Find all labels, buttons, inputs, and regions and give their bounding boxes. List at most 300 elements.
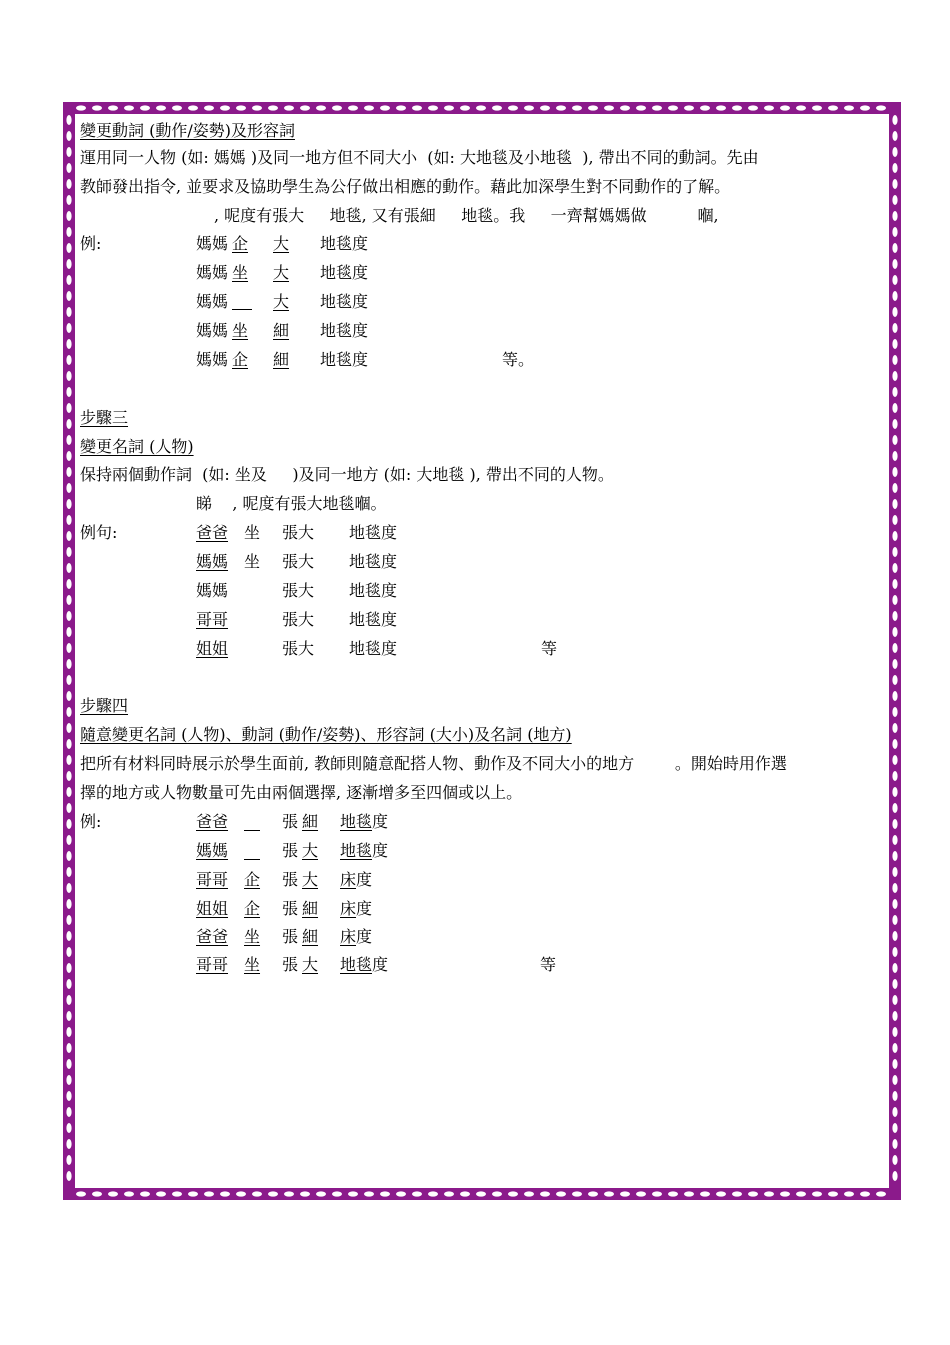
- border-dot: [444, 105, 454, 110]
- border-dot: [140, 1191, 150, 1196]
- border-dot: [732, 105, 742, 110]
- border-dot: [892, 323, 897, 333]
- border-dot: [348, 1191, 358, 1196]
- person-word: 媽媽: [196, 350, 229, 369]
- border-dot: [892, 499, 897, 509]
- border-dot: [892, 147, 897, 157]
- border-dot: [892, 1123, 897, 1133]
- border-dot: [892, 435, 897, 445]
- border-dot: [892, 275, 897, 285]
- person-word: 爸爸: [196, 812, 229, 831]
- step-heading: 步驟三: [80, 408, 129, 427]
- place-tail: 度: [372, 955, 389, 974]
- border-dot: [812, 105, 822, 110]
- border-dot: [204, 1191, 214, 1196]
- border-dot: [892, 947, 897, 957]
- border-dot: [652, 105, 662, 110]
- section-heading: 隨意變更名詞 (人物)、動詞 (動作/姿勢)、形容詞 (大小)及名詞 (地方): [80, 725, 572, 744]
- place-word: 地毯度: [320, 321, 369, 340]
- border-dot: [892, 995, 897, 1005]
- size-word: 細: [302, 812, 319, 831]
- person-word: 媽媽: [196, 552, 229, 571]
- border-dot: [66, 211, 71, 221]
- border-dot: [588, 105, 598, 110]
- person-word: 姐姐: [196, 899, 229, 918]
- border-dot: [66, 675, 71, 685]
- border-dots-graphic: [63, 102, 901, 1200]
- size-word: 張大: [282, 581, 315, 600]
- border-dot: [892, 115, 897, 125]
- border-dot: [66, 403, 71, 413]
- border-dot: [476, 105, 486, 110]
- border-dot: [892, 579, 897, 589]
- border-dot: [252, 1191, 262, 1196]
- verb-word: 企: [232, 350, 249, 369]
- etc-suffix: 等: [541, 639, 558, 658]
- border-dot: [892, 611, 897, 621]
- border-dot: [66, 627, 71, 637]
- border-dot: [716, 105, 726, 110]
- size-word: 細: [302, 927, 319, 946]
- border-dot: [66, 531, 71, 541]
- border-dot: [156, 105, 166, 110]
- paragraph-line: 教師發出指令, 並要求及協助學生為公仔做出相應的動作。藉此加深學生對不同動作的了解。: [80, 177, 731, 196]
- border-dot: [892, 819, 897, 829]
- place-word: 地毯度: [320, 292, 369, 311]
- example-label: 例:: [80, 234, 102, 253]
- border-dot: [66, 563, 71, 573]
- border-dot: [66, 339, 71, 349]
- person-word: 媽媽: [196, 581, 229, 600]
- size-word: 張大: [282, 552, 315, 571]
- place-word: 地毯: [340, 812, 373, 831]
- border-dot: [66, 819, 71, 829]
- border-dot: [892, 179, 897, 189]
- border-dot: [66, 1043, 71, 1053]
- border-dot: [892, 563, 897, 573]
- border-dot: [66, 483, 71, 493]
- border-dot: [66, 419, 71, 429]
- border-dot: [156, 1191, 166, 1196]
- etc-suffix: 等: [540, 955, 557, 974]
- border-dot: [66, 611, 71, 621]
- size-word: 張: [282, 955, 299, 974]
- border-dot: [66, 723, 71, 733]
- border-dot: [892, 899, 897, 909]
- border-dot: [66, 275, 71, 285]
- place-tail: 度: [372, 841, 389, 860]
- border-dot: [444, 1191, 454, 1196]
- section-heading: 變更動詞 (動作/姿勢)及形容詞: [80, 121, 295, 140]
- border-dot: [844, 105, 854, 110]
- border-dot: [364, 105, 374, 110]
- border-dot: [892, 739, 897, 749]
- border-dot: [892, 1139, 897, 1149]
- border-dot: [140, 105, 150, 110]
- border-dot: [66, 1091, 71, 1101]
- border-dot: [892, 243, 897, 253]
- place-word: 床: [340, 899, 357, 918]
- border-dot: [892, 787, 897, 797]
- border-dot: [524, 1191, 534, 1196]
- verb-word: 企: [244, 899, 261, 918]
- border-dot: [66, 771, 71, 781]
- border-dot: [220, 105, 230, 110]
- border-dot: [66, 1123, 71, 1133]
- size-word: 張大: [282, 610, 315, 629]
- border-dot: [268, 1191, 278, 1196]
- verb-word: __: [244, 812, 260, 831]
- place-word: 地毯度: [320, 350, 369, 369]
- step-heading: 步驟四: [80, 696, 129, 715]
- border-dot: [268, 105, 278, 110]
- size-word: 張大: [282, 639, 315, 658]
- border-dot: [892, 755, 897, 765]
- border-dot: [66, 931, 71, 941]
- verb-word: 坐: [232, 321, 249, 340]
- border-dot: [66, 739, 71, 749]
- border-dot: [316, 105, 326, 110]
- place-word: 床: [340, 870, 357, 889]
- border-dot: [66, 195, 71, 205]
- border-dot: [716, 1191, 726, 1196]
- border-dot: [892, 931, 897, 941]
- border-dot: [66, 467, 71, 477]
- border-dot: [76, 105, 86, 110]
- border-dot: [66, 755, 71, 765]
- border-dot: [892, 1075, 897, 1085]
- border-dot: [860, 1191, 870, 1196]
- border-dot: [892, 131, 897, 141]
- border-dot: [508, 1191, 518, 1196]
- size-word: 大: [302, 841, 319, 860]
- border-dot: [108, 1191, 118, 1196]
- border-band: [63, 102, 901, 1200]
- border-dot: [66, 579, 71, 589]
- border-dot: [892, 627, 897, 637]
- border-dot: [892, 675, 897, 685]
- border-dot: [252, 105, 262, 110]
- person-word: 爸爸: [196, 927, 229, 946]
- person-word: 媽媽: [196, 263, 229, 282]
- person-word: 哥哥: [196, 955, 229, 974]
- size-word: 張大: [282, 523, 315, 542]
- border-dot: [620, 1191, 630, 1196]
- border-dot: [428, 105, 438, 110]
- verb-word: 企: [244, 870, 261, 889]
- border-dot: [66, 995, 71, 1005]
- border-dot: [188, 105, 198, 110]
- border-dot: [892, 387, 897, 397]
- border-dot: [732, 1191, 742, 1196]
- border-dot: [220, 1191, 230, 1196]
- border-dot: [380, 1191, 390, 1196]
- border-dot: [892, 163, 897, 173]
- border-dot: [636, 1191, 646, 1196]
- border-dot: [892, 515, 897, 525]
- border-dot: [892, 1107, 897, 1117]
- prompt-line: , 呢度有張大 地毯, 又有張細 地毯。我 一齊幫媽媽做 嗰,: [214, 206, 719, 225]
- place-tail: 度: [356, 927, 373, 946]
- border-dot: [892, 1043, 897, 1053]
- border-dot: [66, 947, 71, 957]
- border-dot: [476, 1191, 486, 1196]
- paragraph-line: 保持兩個動作詞 (如: 坐及 )及同一地方 (如: 大地毯 ), 帶出不同的人物。: [80, 465, 614, 484]
- size-word: 大: [302, 955, 319, 974]
- border-dot: [892, 979, 897, 989]
- example-label: 例:: [80, 812, 102, 831]
- border-dot: [812, 1191, 822, 1196]
- border-dot: [66, 163, 71, 173]
- border-dot: [66, 787, 71, 797]
- border-dot: [412, 1191, 422, 1196]
- place-word: 地毯度: [320, 263, 369, 282]
- border-dot: [66, 803, 71, 813]
- border-dot: [636, 105, 646, 110]
- border-dot: [540, 105, 550, 110]
- border-dot: [892, 419, 897, 429]
- border-dot: [92, 1191, 102, 1196]
- border-dot: [892, 771, 897, 781]
- border-dot: [876, 105, 886, 110]
- border-dot: [892, 595, 897, 605]
- place-tail: 度: [372, 812, 389, 831]
- border-dot: [892, 1027, 897, 1037]
- border-dot: [604, 105, 614, 110]
- border-dot: [892, 1155, 897, 1165]
- size-word: 張: [282, 812, 299, 831]
- border-dot: [66, 323, 71, 333]
- border-dot: [428, 1191, 438, 1196]
- border-dot: [892, 195, 897, 205]
- border-dot: [66, 691, 71, 701]
- size-word: 大: [273, 292, 290, 311]
- place-word: 地毯: [340, 955, 373, 974]
- border-dot: [892, 803, 897, 813]
- border-dot: [66, 899, 71, 909]
- border-dot: [124, 105, 134, 110]
- border-dot: [66, 131, 71, 141]
- border-dot: [108, 105, 118, 110]
- verb-word: 企: [232, 234, 249, 253]
- border-dot: [66, 707, 71, 717]
- border-dot: [524, 105, 534, 110]
- border-dot: [396, 105, 406, 110]
- place-word: 地毯度: [349, 639, 398, 658]
- border-dot: [668, 105, 678, 110]
- border-dot: [892, 915, 897, 925]
- border-dot: [172, 105, 182, 110]
- border-dot: [892, 1011, 897, 1021]
- border-dot: [204, 105, 214, 110]
- border-dot: [188, 1191, 198, 1196]
- place-tail: 度: [356, 899, 373, 918]
- verb-word: 坐: [244, 523, 261, 542]
- border-dot: [66, 291, 71, 301]
- border-dot: [332, 1191, 342, 1196]
- size-word: 張: [282, 899, 299, 918]
- size-word: 張: [282, 841, 299, 860]
- border-dot: [892, 467, 897, 477]
- person-word: 姐姐: [196, 639, 229, 658]
- border-dot: [66, 387, 71, 397]
- border-dot: [892, 963, 897, 973]
- decorative-border-frame: [63, 102, 901, 1200]
- paragraph-line: 運用同一人物 (如: 媽媽 )及同一地方但不同大小 (如: 大地毯及小地毯 ), 帶出不同的動詞。先由: [80, 148, 759, 167]
- size-word: 細: [273, 350, 290, 369]
- border-dot: [828, 1191, 838, 1196]
- border-dot: [684, 105, 694, 110]
- border-dot: [66, 435, 71, 445]
- person-word: 媽媽: [196, 234, 229, 253]
- border-dot: [66, 227, 71, 237]
- border-dot: [892, 483, 897, 493]
- verb-word: 坐: [232, 263, 249, 282]
- person-word: 爸爸: [196, 523, 229, 542]
- border-dot: [892, 835, 897, 845]
- border-dot: [572, 105, 582, 110]
- border-dot: [700, 1191, 710, 1196]
- border-dot: [796, 105, 806, 110]
- border-dot: [748, 1191, 758, 1196]
- border-dot: [892, 1059, 897, 1069]
- border-dot: [796, 1191, 806, 1196]
- etc-suffix: 等。: [502, 350, 535, 369]
- border-dot: [66, 499, 71, 509]
- border-dot: [508, 105, 518, 110]
- border-dot: [66, 835, 71, 845]
- border-dot: [892, 355, 897, 365]
- section-heading: 變更名詞 (人物): [80, 437, 194, 456]
- border-dot: [66, 147, 71, 157]
- border-dot: [66, 1027, 71, 1037]
- border-dot: [66, 371, 71, 381]
- border-dot: [828, 105, 838, 110]
- border-dot: [66, 1059, 71, 1069]
- verb-word: 坐: [244, 927, 261, 946]
- size-word: 細: [273, 321, 290, 340]
- size-word: 張: [282, 927, 299, 946]
- border-dot: [66, 1139, 71, 1149]
- place-word: 床: [340, 927, 357, 946]
- size-word: 細: [302, 899, 319, 918]
- border-dot: [588, 1191, 598, 1196]
- border-dot: [124, 1191, 134, 1196]
- border-dot: [66, 259, 71, 269]
- border-dot: [844, 1191, 854, 1196]
- border-dot: [668, 1191, 678, 1196]
- border-dot: [412, 105, 422, 110]
- border-dot: [556, 1191, 566, 1196]
- border-dot: [572, 1191, 582, 1196]
- border-dot: [66, 355, 71, 365]
- place-word: 地毯度: [349, 581, 398, 600]
- border-dot: [66, 115, 71, 125]
- border-dot: [364, 1191, 374, 1196]
- place-word: 地毯度: [349, 610, 398, 629]
- border-dot: [66, 179, 71, 189]
- border-dot: [892, 851, 897, 861]
- border-dot: [860, 105, 870, 110]
- border-dot: [284, 105, 294, 110]
- border-dot: [396, 1191, 406, 1196]
- border-dot: [892, 371, 897, 381]
- place-word: 地毯: [340, 841, 373, 860]
- border-dot: [300, 1191, 310, 1196]
- border-dot: [316, 1191, 326, 1196]
- border-dot: [66, 307, 71, 317]
- border-dot: [892, 403, 897, 413]
- border-dot: [66, 1011, 71, 1021]
- border-dot: [892, 1171, 897, 1181]
- person-word: 媽媽: [196, 321, 229, 340]
- border-dot: [604, 1191, 614, 1196]
- border-dot: [492, 105, 502, 110]
- example-label: 例句:: [80, 523, 118, 542]
- border-dot: [66, 851, 71, 861]
- border-dot: [876, 1191, 886, 1196]
- verb-blank: [232, 292, 252, 310]
- size-word: 大: [273, 234, 290, 253]
- border-dot: [66, 643, 71, 653]
- border-dot: [892, 643, 897, 653]
- border-dot: [652, 1191, 662, 1196]
- place-word: 地毯度: [349, 552, 398, 571]
- place-word: 地毯度: [320, 234, 369, 253]
- border-dot: [892, 339, 897, 349]
- border-dot: [892, 211, 897, 221]
- size-word: 張: [282, 870, 299, 889]
- place-tail: 度: [356, 870, 373, 889]
- border-dot: [892, 547, 897, 557]
- border-dot: [66, 659, 71, 669]
- border-dot: [66, 1075, 71, 1085]
- border-dot: [892, 867, 897, 877]
- border-dot: [66, 1107, 71, 1117]
- border-dot: [66, 979, 71, 989]
- border-dot: [92, 105, 102, 110]
- border-dot: [764, 1191, 774, 1196]
- border-dot: [236, 1191, 246, 1196]
- border-dot: [348, 105, 358, 110]
- border-dot: [620, 105, 630, 110]
- person-word: 哥哥: [196, 870, 229, 889]
- border-dot: [300, 105, 310, 110]
- border-dot: [66, 451, 71, 461]
- border-dot: [556, 105, 566, 110]
- size-word: 大: [302, 870, 319, 889]
- border-dot: [892, 1091, 897, 1101]
- border-dot: [66, 963, 71, 973]
- border-dot: [892, 307, 897, 317]
- person-word: 媽媽: [196, 841, 229, 860]
- border-dot: [236, 105, 246, 110]
- verb-word: 坐: [244, 955, 261, 974]
- border-dot: [66, 1155, 71, 1165]
- border-dot: [380, 105, 390, 110]
- border-dot: [892, 707, 897, 717]
- paragraph-line: 把所有材料同時展示於學生面前, 教師則隨意配搭人物、動作及不同大小的地方 。開始時用作選: [80, 754, 787, 773]
- border-dot: [892, 883, 897, 893]
- border-dot: [892, 659, 897, 669]
- border-dot: [892, 531, 897, 541]
- border-dot: [284, 1191, 294, 1196]
- border-dot: [66, 1171, 71, 1181]
- border-dot: [764, 105, 774, 110]
- person-word: 哥哥: [196, 610, 229, 629]
- border-dot: [76, 1191, 86, 1196]
- border-dot: [748, 105, 758, 110]
